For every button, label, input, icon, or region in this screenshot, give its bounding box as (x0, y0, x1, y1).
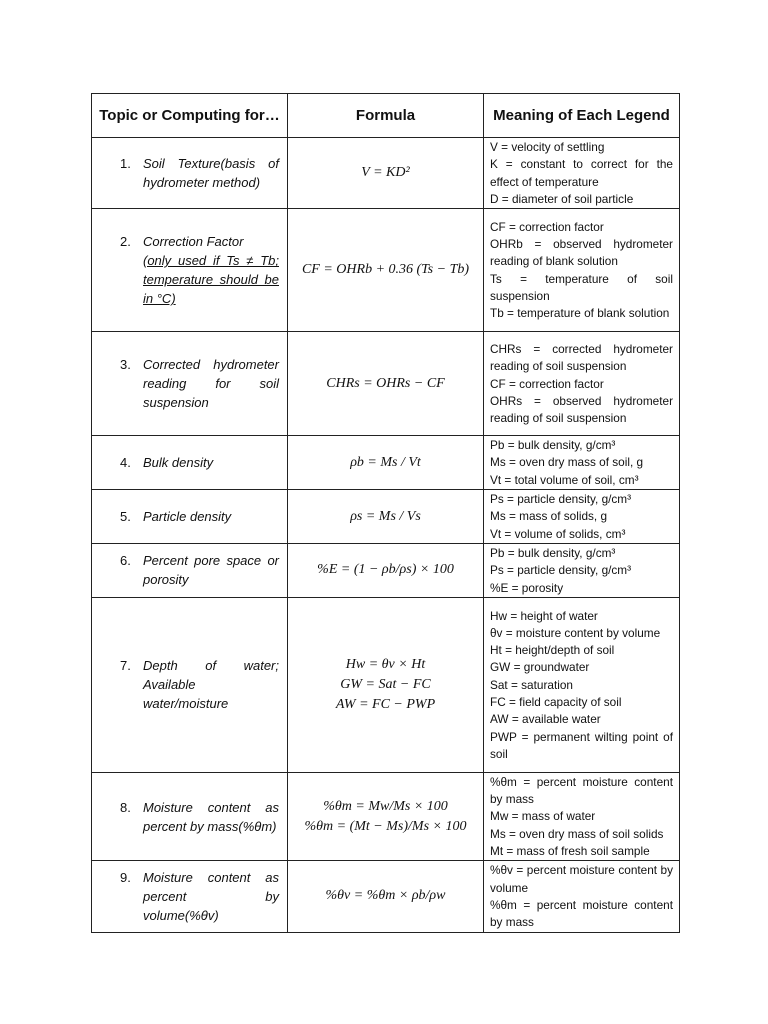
row-number: 3. (120, 357, 131, 373)
legend (484, 773, 679, 860)
row-number: 6. (120, 553, 131, 569)
topic-text: Percent pore space or porosity (143, 553, 279, 588)
formula: ρb = Ms / Vt (350, 454, 421, 470)
legend-item: AW = available water (490, 712, 601, 727)
row-number: 9. (120, 869, 131, 885)
topic-text: Moisture content as percent by volume(%θv) (143, 869, 279, 923)
header-row (92, 94, 680, 138)
table-row (92, 138, 680, 209)
header-meaning: Meaning of Each Legend (484, 94, 680, 138)
legend-item: Vt = volume of solids, cm³ (490, 526, 626, 541)
formula-cell (288, 490, 484, 544)
legend (484, 138, 679, 208)
row-number: 7. (120, 658, 131, 674)
legend-item: %θm = percent moisture content by mass (490, 774, 673, 807)
legend-item: Ht = height/depth of soil (490, 643, 615, 658)
legend (484, 218, 679, 323)
legend-item: OHRb = observed hydrometer reading of blank solution (490, 237, 673, 269)
legend-item: Ts = temperature of soil suspension (490, 271, 673, 303)
legend (484, 544, 679, 597)
topic-text: Depth of water; Available water/moisture (143, 658, 279, 712)
formula: GW = Sat − FC (340, 676, 431, 692)
row-number: 8. (120, 799, 131, 815)
table-row (92, 543, 680, 597)
legend-item: Pb = bulk density, g/cm³ (490, 545, 616, 560)
formula: AW = FC − PWP (335, 696, 436, 712)
legend-item: Sat = saturation (490, 677, 573, 692)
legend (484, 490, 679, 543)
legend (484, 436, 679, 489)
legend (484, 861, 679, 931)
formula: %θv = %θm × ρb/ρw (325, 888, 446, 904)
header-formula: Formula (288, 94, 484, 138)
formula: %θm = Mw/Ms × 100 (323, 798, 448, 814)
topic-note: (only used if Ts ≠ Tb; temperature should be in °C) (143, 253, 279, 307)
legend-item: Mt = mass of fresh soil sample (490, 844, 650, 859)
legend-item: Mw = mass of water (490, 809, 596, 824)
legend-item: CF = correction factor (490, 376, 604, 391)
topic-text: Moisture content as percent by mass(%θm) (143, 799, 279, 834)
legend-item: Pb = bulk density, g/cm³ (490, 438, 616, 453)
formula: %θm = (Mt − Ms)/Ms × 100 (304, 818, 467, 834)
legend-item: OHRs = observed hydrometer reading of soil suspension (490, 393, 673, 426)
legend-item: Ms = mass of solids, g (490, 509, 608, 524)
legend-item: CHRs = corrected hydrometer reading of soil suspension (490, 341, 673, 374)
topic-text: Bulk density (143, 455, 214, 471)
legend-item: Vt = total volume of soil, cm³ (490, 472, 639, 487)
formula: CHRs = OHRs − CF (326, 375, 445, 391)
formula-cell (288, 209, 484, 332)
formula-cell (288, 436, 484, 490)
formula-cell (288, 861, 484, 932)
legend-item: %E = porosity (490, 580, 564, 595)
table-row (92, 861, 680, 932)
formula: %E = (1 − ρb/ρs) × 100 (317, 562, 454, 578)
table-row (92, 772, 680, 860)
legend-item: %θv = percent moisture content by volume (490, 863, 673, 895)
formula-cell (288, 138, 484, 209)
formula: ρs = Ms / Vs (350, 508, 421, 524)
table-row (92, 209, 680, 332)
table-row (92, 332, 680, 436)
table-row (92, 490, 680, 544)
formula-cell (288, 543, 484, 597)
formula-cell (288, 332, 484, 436)
formula: V = KD² (361, 165, 410, 181)
row-number: 4. (120, 455, 131, 471)
row-number: 2. (120, 234, 131, 250)
legend-item: V = velocity of settling (490, 140, 605, 154)
formula-cell (288, 772, 484, 860)
legend-item: Ms = oven dry mass of soil solids (490, 826, 664, 841)
formula-table (91, 93, 680, 933)
legend (484, 607, 679, 764)
legend-item: %θm = percent moisture content by mass (490, 897, 673, 930)
header-topic: Topic or Computing for… (92, 94, 288, 138)
legend-item: Hw = height of water (490, 608, 598, 623)
legend-item: Ps = particle density, g/cm³ (490, 563, 632, 578)
topic-text: Soil Texture(basis of hydrometer method) (143, 156, 279, 191)
legend (484, 340, 679, 427)
topic-text: Correction Factor (143, 234, 244, 250)
legend-item: θv = moisture content by volume (490, 625, 661, 640)
row-number: 1. (120, 156, 131, 172)
legend-item: Ps = particle density, g/cm³ (490, 492, 632, 507)
legend-item: PWP = permanent wilting point of soil (490, 729, 673, 761)
row-number: 5. (120, 509, 131, 525)
legend-item: D = diameter of soil particle (490, 191, 634, 206)
table-row (92, 436, 680, 490)
topic-text: Corrected hydrometer reading for soil suspension (143, 357, 279, 411)
legend-item: K = constant to correct for the effect of temperature (490, 157, 673, 189)
legend-item: Tb = temperature of blank solution (490, 306, 670, 321)
topic-text: Particle density (143, 509, 232, 525)
legend-item: Ms = oven dry mass of soil, g (490, 455, 644, 470)
legend-item: CF = correction factor (490, 219, 604, 234)
formula: CF = OHRb + 0.36 (Ts − Tb) (301, 262, 470, 278)
formula-cell (288, 597, 484, 772)
legend-item: FC = field capacity of soil (490, 695, 622, 709)
table-row (92, 597, 680, 772)
legend-item: GW = groundwater (490, 660, 590, 675)
formula: Hw = θv × Ht (345, 656, 426, 672)
